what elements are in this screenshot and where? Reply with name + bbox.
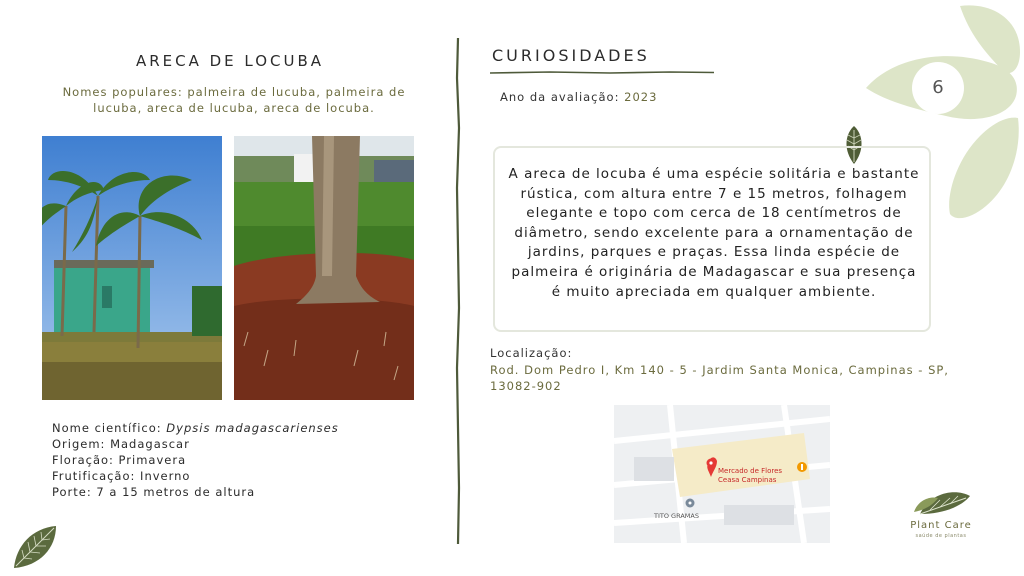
brand-tagline: saúde de plantas (915, 533, 967, 539)
brand-name: Plant Care (910, 520, 972, 531)
vertical-divider (455, 38, 461, 544)
location-address: Rod. Dom Pedro I, Km 140 - 5 - Jardim Santa Monica, Campinas - SP, 13082-902 (490, 363, 949, 393)
scientific-name-label: Nome científico: (52, 421, 167, 435)
trunk-photo (234, 136, 414, 400)
size: Porte: 7 a 15 metros de altura (52, 485, 256, 499)
location-label: Localização: (490, 346, 573, 360)
restaurant-pin-icon[interactable] (797, 462, 807, 472)
fruiting: Frutificação: Inverno (52, 469, 191, 483)
popular-names: Nomes populares: palmeira de lucuba, palmeira de lucuba, areca de lucuba, areca de locuba. (62, 85, 406, 115)
year-label: Ano da avaliação: (500, 90, 625, 104)
location-map[interactable] (614, 405, 830, 543)
section-title: CURIOSIDADES (492, 46, 650, 65)
title-underline (490, 70, 714, 75)
leaf-icon (10, 522, 60, 572)
map-poi-label: TITO GRAMAS (654, 512, 699, 520)
gray-pin-icon[interactable] (686, 499, 695, 508)
plant-title: ARECA DE LOCUBA (135, 52, 325, 70)
map-place-name-1: Mercado de Flores (718, 467, 783, 475)
plant-info-list (52, 420, 339, 500)
year-value: 2023 (624, 90, 658, 104)
origin: Origem: Madagascar (52, 437, 190, 451)
page-number: 6 (912, 62, 964, 114)
evaluation-year (500, 90, 657, 104)
flowering: Floração: Primavera (52, 453, 187, 467)
scientific-name (52, 420, 339, 436)
description-text: A areca de locuba é uma espécie solitária e bastante rústica, com altura entre 7 e 15 metros, folhagem elegante e topo com cerca de 18 centímetros de diâmetro, sendo excelente para a ornamentação de jardins, parques e praças. Essa linda espécie de palmeira é originária de Madagascar e sua presença é muito apreciada em qualquer ambiente. (508, 166, 920, 300)
scientific-name-value: Dypsis madagascarienses (166, 421, 339, 435)
palm-trees-photo (42, 136, 222, 400)
map-place-name-2: Ceasa Campinas (718, 476, 777, 484)
